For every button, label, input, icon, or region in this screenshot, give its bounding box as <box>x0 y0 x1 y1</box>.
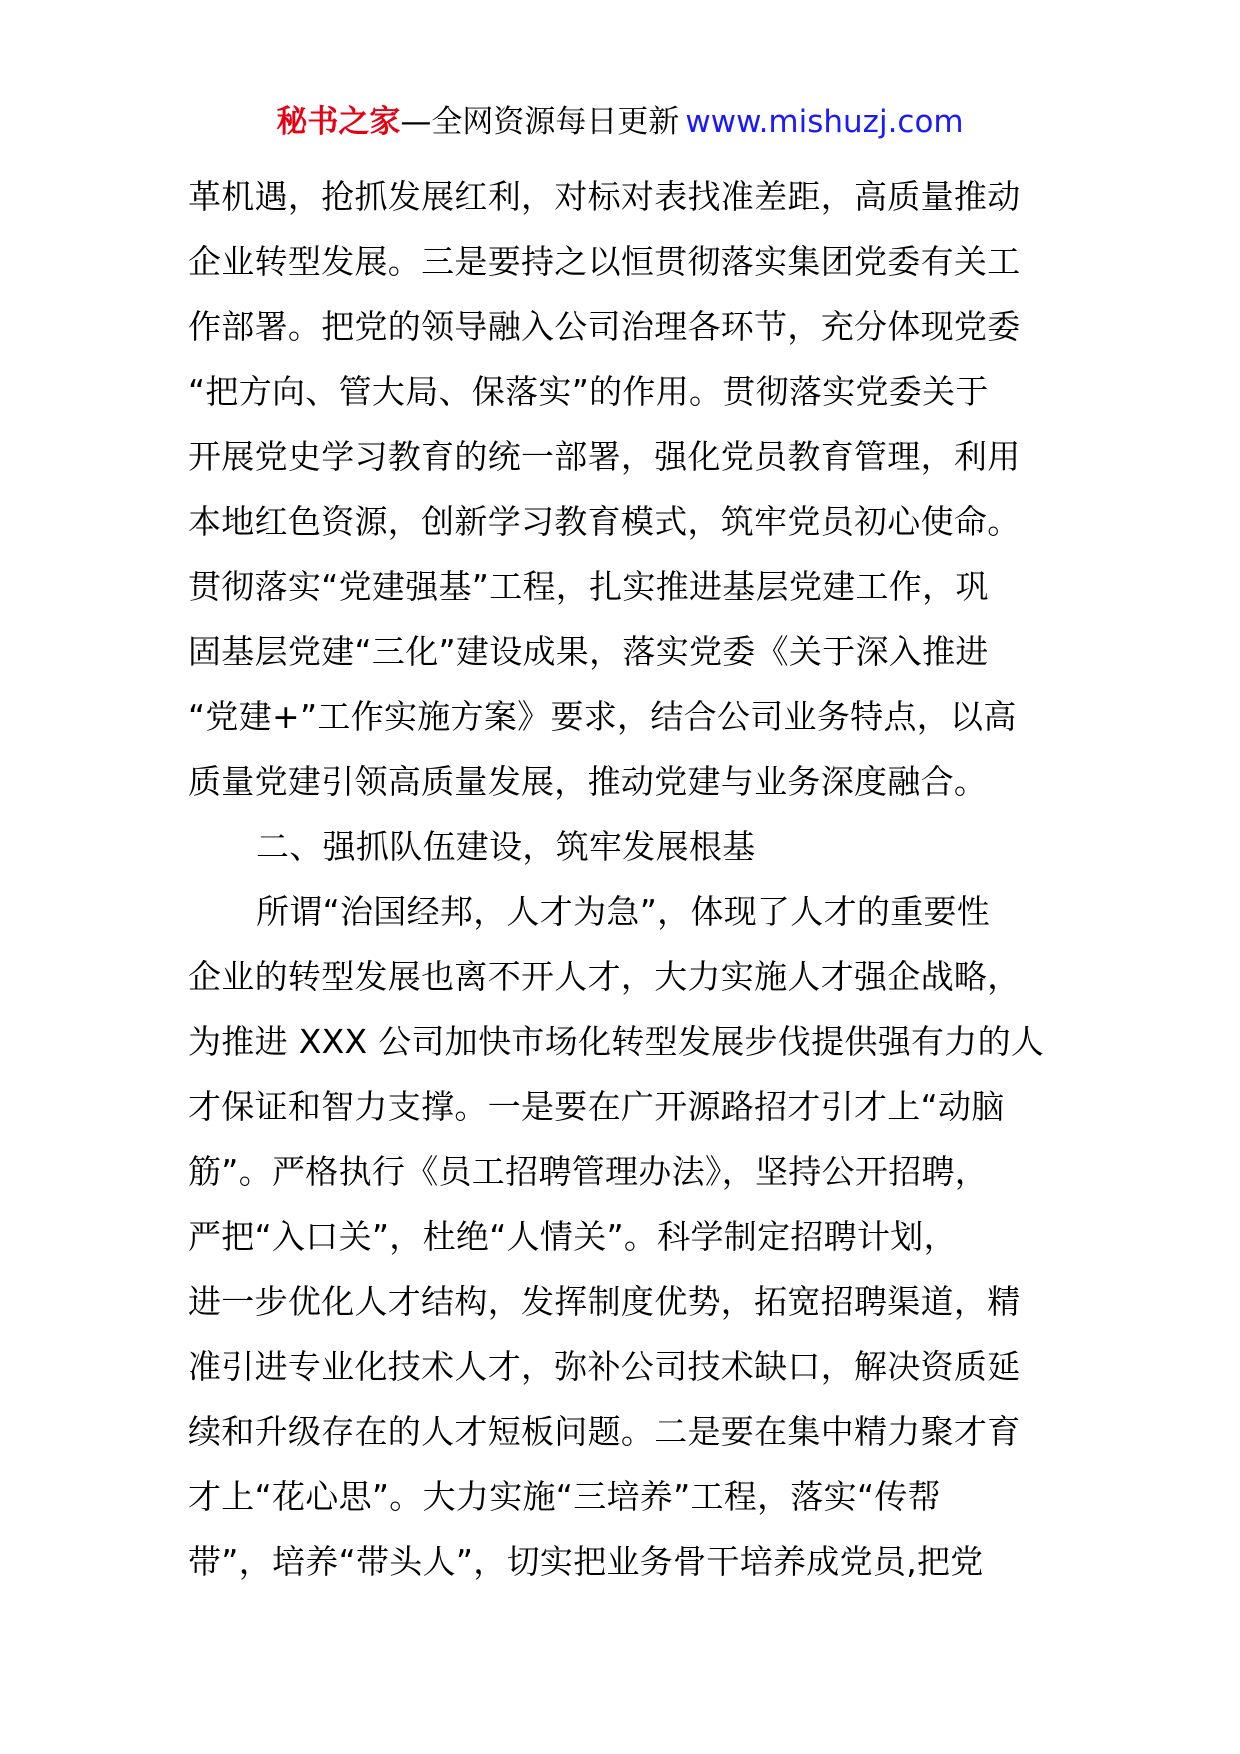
section-heading: 二、强抓队伍建设，筑牢发展根基 <box>256 827 756 866</box>
text-line: 带”，培养“带头人”，切实把业务骨干培养成党员,把党 <box>188 1542 984 1581</box>
text-line: 为推进 XXX 公司加快市场化转型发展步伐提供强有力的人 <box>188 1022 1045 1061</box>
text-line: 准引进专业化技术人才，弥补公司技术缺口，解决资质延 <box>188 1347 1021 1386</box>
text-line: 筋”。严格执行《员工招聘管理办法》，坚持公开招聘， <box>188 1152 989 1191</box>
text-line: 续和升级存在的人才短板问题。二是要在集中精力聚才育 <box>188 1412 1021 1451</box>
text-line: “把方向、管大局、保落实”的作用。贯彻落实党委关于 <box>188 372 989 411</box>
document-body <box>188 164 1068 1594</box>
text-line: 企业转型发展。三是要持之以恒贯彻落实集团党委有关工 <box>188 242 1021 281</box>
text-line: 严把“入口关”，杜绝“人情关”。科学制定招聘计划， <box>188 1217 957 1256</box>
site-url-link[interactable]: www.mishuzj.com <box>685 104 964 140</box>
text-line: 作部署。把党的领导融入公司治理各环节，充分体现党委 <box>188 307 1021 346</box>
brand-name: 秘书之家 <box>276 104 401 140</box>
text-line: 所谓“治国经邦，人才为急”，体现了人才的重要性 <box>256 892 991 931</box>
text-line: 贯彻落实“党建强基”工程，扎实推进基层党建工作，巩 <box>188 567 989 606</box>
text-line: 革机遇，抢抓发展红利，对标对表找准差距，高质量推动 <box>188 177 1021 216</box>
text-line: 开展党史学习教育的统一部署，强化党员教育管理，利用 <box>188 437 1021 476</box>
text-line: 才保证和智力支撑。一是要在广开源路招才引才上“动脑 <box>188 1087 1005 1126</box>
watermark-header <box>0 100 1240 144</box>
text-line: 本地红色资源，创新学习教育模式，筑牢党员初心使命。 <box>188 502 1021 541</box>
header-tagline: —全网资源每日更新 <box>400 104 680 140</box>
text-line: 质量党建引领高质量发展，推动党建与业务深度融合。 <box>188 762 988 801</box>
text-line: 固基层党建“三化”建设成果，落实党委《关于深入推进 <box>188 632 989 671</box>
text-line: 企业的转型发展也离不开人才，大力实施人才强企战略， <box>188 957 1021 996</box>
text-line: “党建+”工作实施方案》要求，结合公司业务特点，以高 <box>188 697 1017 736</box>
text-line: 才上“花心思”。大力实施“三培养”工程，落实“传帮 <box>188 1477 941 1516</box>
text-line: 进一步优化人才结构，发挥制度优势，拓宽招聘渠道，精 <box>188 1282 1021 1321</box>
